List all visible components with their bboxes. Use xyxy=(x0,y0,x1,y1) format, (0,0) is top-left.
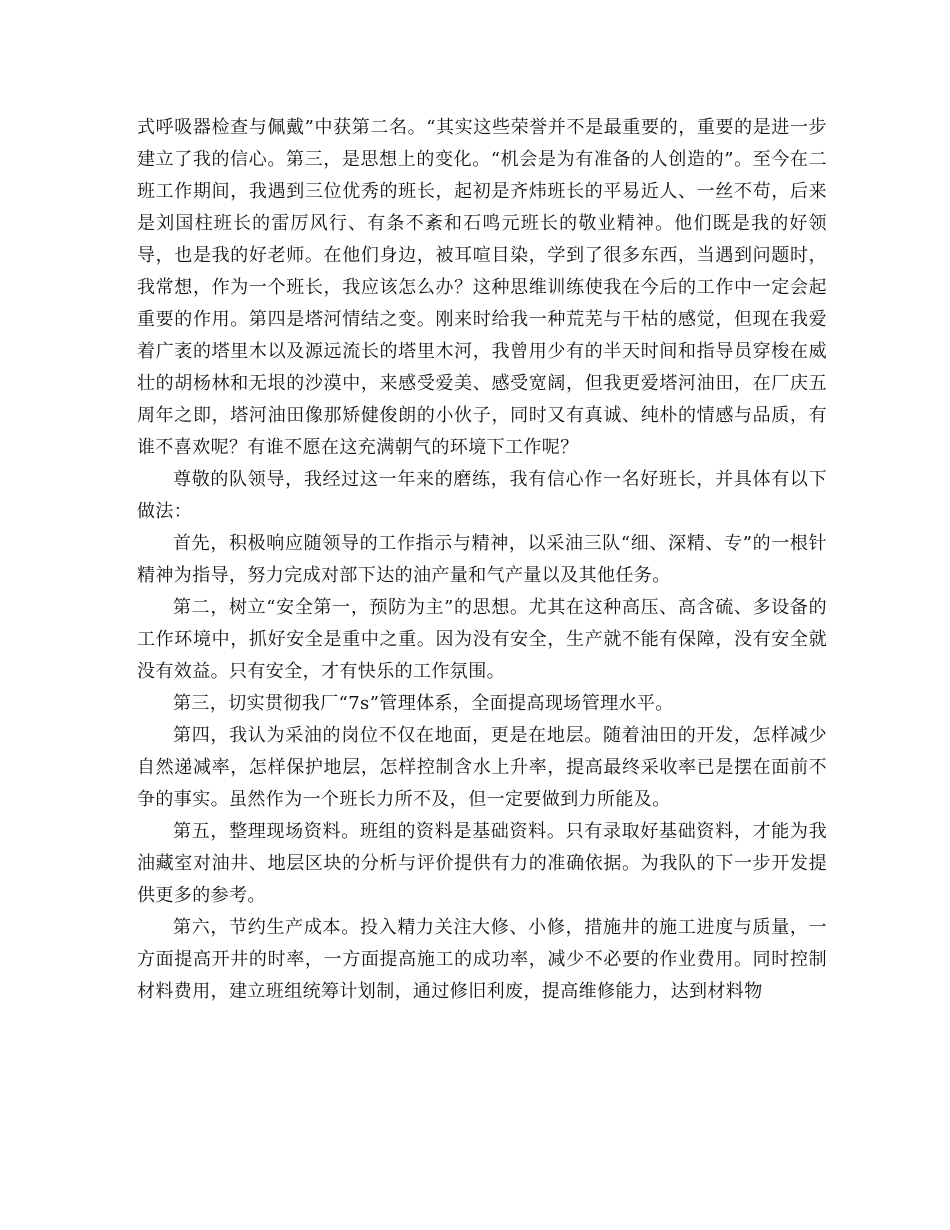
paragraph-first: 首先，积极响应随领导的工作指示与精神，以采油三队“细、深精、专”的一根针精神为指导，努力完成对部下达的油产量和气产量以及其他任务。 xyxy=(137,533,827,586)
paragraph-intro: 尊敬的队领导，我经过这一年来的磨练，我有信心作一名好班长，并具体有以下做法： xyxy=(137,469,827,522)
paragraph-second: 第二，树立“安全第一，预防为主”的思想。尤其在这种高压、高含硫、多设备的工作环境中，抓好安全是重中之重。因为没有安全，生产就不能有保障，没有安全就没有效益。只有安全，才有快乐的工作氛围。 xyxy=(137,597,827,682)
paragraph-fifth: 第五，整理现场资料。班组的资料是基础资料。只有录取好基础资料，才能为我油藏室对油井、地层区块的分析与评价提供有力的准确依据。为我队的下一步开发提供更多的参考。 xyxy=(137,821,827,906)
paragraph-third: 第三，切实贯彻我厂“7s”管理体系，全面提高现场管理水平。 xyxy=(173,693,674,714)
paragraph-sixth: 第六，节约生产成本。投入精力关注大修、小修，措施井的施工进度与质量，一方面提高开井的时率，一方面提高施工的成功率，减少不必要的作业费用。同时控制材料费用，建立班组统筹计划制，通过修旧利废，提高维修能力，达到材料物 xyxy=(137,917,827,1002)
document-body xyxy=(137,112,827,1008)
paragraph-continued: 式呼吸器检查与佩戴”中获第二名。“其实这些荣誉并不是最重要的，重要的是进一步建立了我的信心。第三，是思想上的变化。“机会是为有准备的人创造的”。至今在二班工作期间，我遇到三位优秀的班长，起初是齐炜班长的平易近人、一丝不苟，后来是刘国柱班长的雷厉风行、有条不紊和石鸣元班长的敬业精神。他们既是我的好领导，也是我的好老师。在他们身边，被耳喧目染，学到了很多东西，当遇到问题时，我常想，作为一个班长，我应该怎么办？这种思维训练使我在今后的工作中一定会起重要的作用。第四是塔河情结之变。刚来时给我一种荒芜与干枯的感觉，但现在我爱着广袤的塔里木以及源远流长的塔里木河，我曾用少有的半天时间和指导员穿梭在威壮的胡杨林和无垠的沙漠中，来感受爱美、感受宽阔，但我更爱塔河油田，在厂庆五周年之即，塔河油田像那矫健俊朗的小伙子，同时又有真诚、纯朴的情感与品质，有谁不喜欢呢？有谁不愿在这充满朝气的环境下工作呢？ xyxy=(137,117,827,458)
paragraph-fourth: 第四，我认为采油的岗位不仅在地面，更是在地层。随着油田的开发，怎样减少自然递减率，怎样保护地层，怎样控制含水上升率，提高最终采收率已是摆在面前不争的事实。虽然作为一个班长力所不及，但一定要做到力所能及。 xyxy=(137,725,827,810)
